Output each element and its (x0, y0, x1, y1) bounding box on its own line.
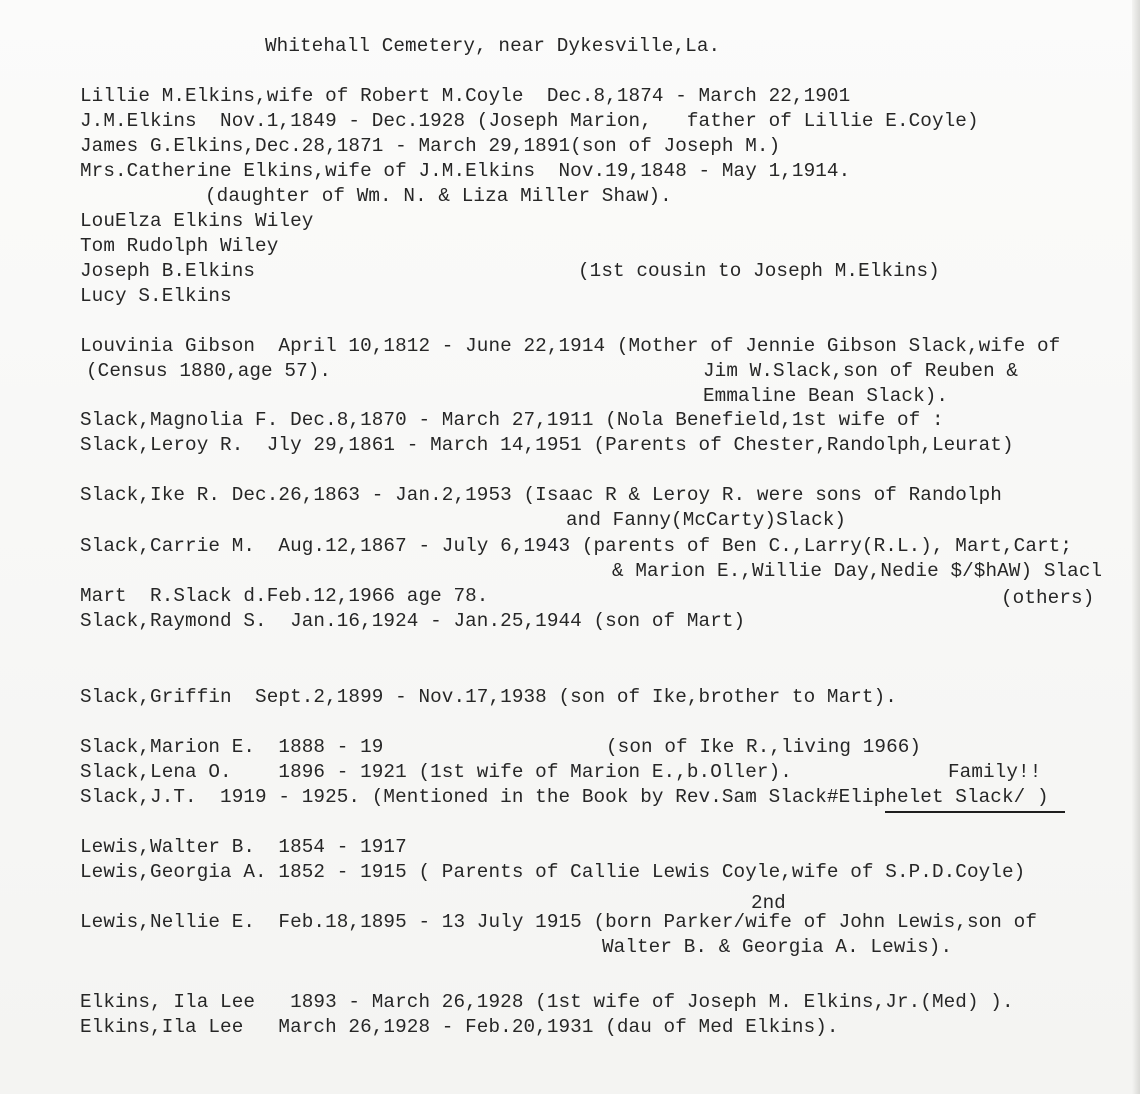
text-line: Slack,Marion E. 1888 - 19 (80, 736, 384, 758)
text-line: J.M.Elkins Nov.1,1849 - Dec.1928 (Joseph Marion, father of Lillie E.Coyle) (80, 110, 979, 132)
text-line: (Census 1880,age 57). (86, 360, 332, 382)
text-line: Lewis,Walter B. 1854 - 1917 (80, 836, 407, 858)
text-line: & Marion E.,Willie Day,Nedie $/$hAW) Slacl (612, 560, 1103, 582)
text-line: Lillie M.Elkins,wife of Robert M.Coyle Dec.8,1874 - March 22,1901 (80, 85, 851, 107)
text-line: (1st cousin to Joseph M.Elkins) (578, 260, 940, 282)
text-line: and Fanny(McCarty)Slack) (566, 509, 847, 531)
text-line: Mrs.Catherine Elkins,wife of J.M.Elkins Nov.19,1848 - May 1,1914. (80, 160, 851, 182)
text-line: Walter B. & Georgia A. Lewis). (602, 936, 953, 958)
text-line: Lewis,Nellie E. Feb.18,1895 - 13 July 1915 (born Parker/wife of John Lewis,son of (80, 911, 1037, 933)
text-line: Elkins,Ila Lee March 26,1928 - Feb.20,1931 (dau of Med Elkins). (80, 1016, 839, 1038)
page-title: Whitehall Cemetery, near Dykesville,La. (265, 35, 721, 57)
text-line: Jim W.Slack,son of Reuben & (703, 360, 1019, 382)
text-line: Mart R.Slack d.Feb.12,1966 age 78. (80, 585, 489, 607)
text-line: (son of Ike R.,living 1966) (606, 736, 922, 758)
text-line: Elkins, Ila Lee 1893 - March 26,1928 (1st wife of Joseph M. Elkins,Jr.(Med) ). (80, 991, 1014, 1013)
text-line: Tom Rudolph Wiley (80, 235, 279, 257)
handwritten-underline (885, 811, 1065, 813)
page-edge-shadow (1132, 0, 1140, 1094)
text-line: (others) (1001, 587, 1095, 609)
text-line: Slack,Lena O. 1896 - 1921 (1st wife of Marion E.,b.Oller). (80, 761, 792, 783)
text-line: Slack,Carrie M. Aug.12,1867 - July 6,1943 (parents of Ben C.,Larry(R.L.), Mart,Cart; (80, 535, 1073, 557)
text-line: Emmaline Bean Slack). (703, 385, 949, 407)
text-line: Slack,Griffin Sept.2,1899 - Nov.17,1938 (son of Ike,brother to Mart). (80, 686, 897, 708)
text-line: Louvinia Gibson April 10,1812 - June 22,1914 (Mother of Jennie Gibson Slack,wife of (80, 335, 1061, 357)
text-line: Family!! (948, 761, 1042, 783)
text-line: LouElza Elkins Wiley (80, 210, 314, 232)
text-line: Slack,Magnolia F. Dec.8,1870 - March 27,1911 (Nola Benefield,1st wife of : (80, 409, 944, 431)
text-line: Lewis,Georgia A. 1852 - 1915 ( Parents of Callie Lewis Coyle,wife of S.P.D.Coyle) (80, 861, 1026, 883)
text-line: Slack,Leroy R. Jly 29,1861 - March 14,1951 (Parents of Chester,Randolph,Leurat) (80, 434, 1014, 456)
text-line: Slack,J.T. 1919 - 1925. (Mentioned in the Book by Rev.Sam Slack#Eliphelet Slack/ ) (80, 786, 1049, 808)
text-line: Joseph B.Elkins (80, 260, 256, 282)
superscript-note: 2nd (751, 892, 786, 914)
text-line: Lucy S.Elkins (80, 285, 232, 307)
text-line: James G.Elkins,Dec.28,1871 - March 29,1891(son of Joseph M.) (80, 135, 781, 157)
text-line: Slack,Ike R. Dec.26,1863 - Jan.2,1953 (Isaac R & Leroy R. were sons of Randolph (80, 484, 1002, 506)
text-line: (daughter of Wm. N. & Liza Miller Shaw). (205, 185, 672, 207)
text-line: Slack,Raymond S. Jan.16,1924 - Jan.25,1944 (son of Mart) (80, 610, 746, 632)
